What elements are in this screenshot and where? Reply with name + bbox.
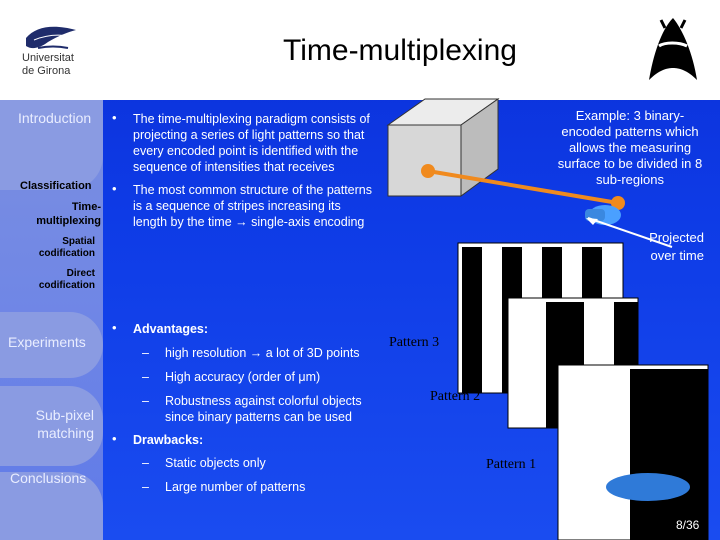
bullet-icon: • bbox=[112, 320, 117, 335]
sidebar-item-conclusions[interactable] bbox=[10, 470, 86, 486]
sidebar-item-label: Direct codification bbox=[38, 268, 95, 291]
dash-icon: – bbox=[142, 370, 149, 384]
university-name: Universitat de Girona bbox=[22, 52, 74, 77]
bullet-icon: • bbox=[112, 431, 117, 446]
advantages-heading: Advantages: bbox=[133, 322, 209, 336]
sidebar-item-experiments[interactable] bbox=[8, 334, 86, 350]
sidebar-item-label: Spatial codification bbox=[38, 236, 95, 259]
sidebar-item-label: Sub-pixel matching bbox=[35, 407, 94, 441]
pattern-3-label: Pattern 3 bbox=[389, 335, 440, 350]
advantage-item: Robustness against colorful objects since binary patterns can be used bbox=[165, 394, 362, 424]
sidebar-item-label: Conclusions bbox=[10, 470, 87, 486]
sidebar-item-sub-pixel-matching[interactable] bbox=[14, 406, 94, 442]
bullet-paradigm: The time-multiplexing paradigm consists of projecting a series of light patterns so that every encoded point is identified with the sequence of intensities that receives bbox=[133, 112, 370, 174]
header bbox=[0, 0, 720, 100]
drawbacks-heading: Drawbacks: bbox=[133, 433, 204, 447]
slide-title: Time-multiplexing bbox=[283, 34, 517, 67]
sidebar-item-label: Experiments bbox=[8, 334, 86, 350]
sidebar-item-introduction[interactable] bbox=[18, 110, 91, 126]
projected-over-time: Projected over time bbox=[649, 230, 704, 263]
group-logo-icon bbox=[643, 12, 703, 84]
drawback-item: Static objects only bbox=[165, 456, 266, 470]
pattern-1-card bbox=[558, 365, 708, 540]
advantage-item: high resolution → a lot of 3D points bbox=[165, 346, 360, 360]
advantage-item: High accuracy (order of μm) bbox=[165, 370, 321, 384]
dash-icon: – bbox=[142, 394, 149, 408]
dash-icon: – bbox=[142, 480, 149, 494]
sidebar-item-time-multiplexing[interactable] bbox=[15, 200, 101, 228]
pattern-2-label: Pattern 2 bbox=[430, 389, 481, 404]
cube-front-face bbox=[388, 125, 461, 196]
pattern-1-label: Pattern 1 bbox=[486, 457, 537, 472]
sidebar-item-label: Introduction bbox=[18, 110, 92, 126]
sidebar-item-spatial-codification[interactable] bbox=[28, 236, 95, 260]
sidebar-item-classification[interactable] bbox=[20, 180, 92, 192]
bullet-icon: • bbox=[112, 181, 117, 196]
camera-device bbox=[606, 473, 690, 501]
sidebar-item-direct-codification[interactable] bbox=[28, 268, 95, 292]
dash-icon: – bbox=[142, 346, 149, 360]
bullet-structure: The most common structure of the patterns is a sequence of stripes increasing its length by the time → single-axis encoding bbox=[133, 183, 372, 229]
page-number: 8/36 bbox=[676, 518, 700, 532]
drawback-item: Large number of patterns bbox=[165, 480, 306, 494]
projection-dot bbox=[421, 164, 435, 178]
example-note: Example: 3 binary-encoded patterns which allows the measuring surface to be divided in 8 sub-regions bbox=[557, 108, 703, 187]
sidebar-item-label: Time- multiplexing bbox=[36, 201, 101, 227]
dash-icon: – bbox=[142, 456, 149, 470]
sidebar-item-label: Classification bbox=[20, 180, 92, 192]
bullet-icon: • bbox=[112, 110, 117, 125]
